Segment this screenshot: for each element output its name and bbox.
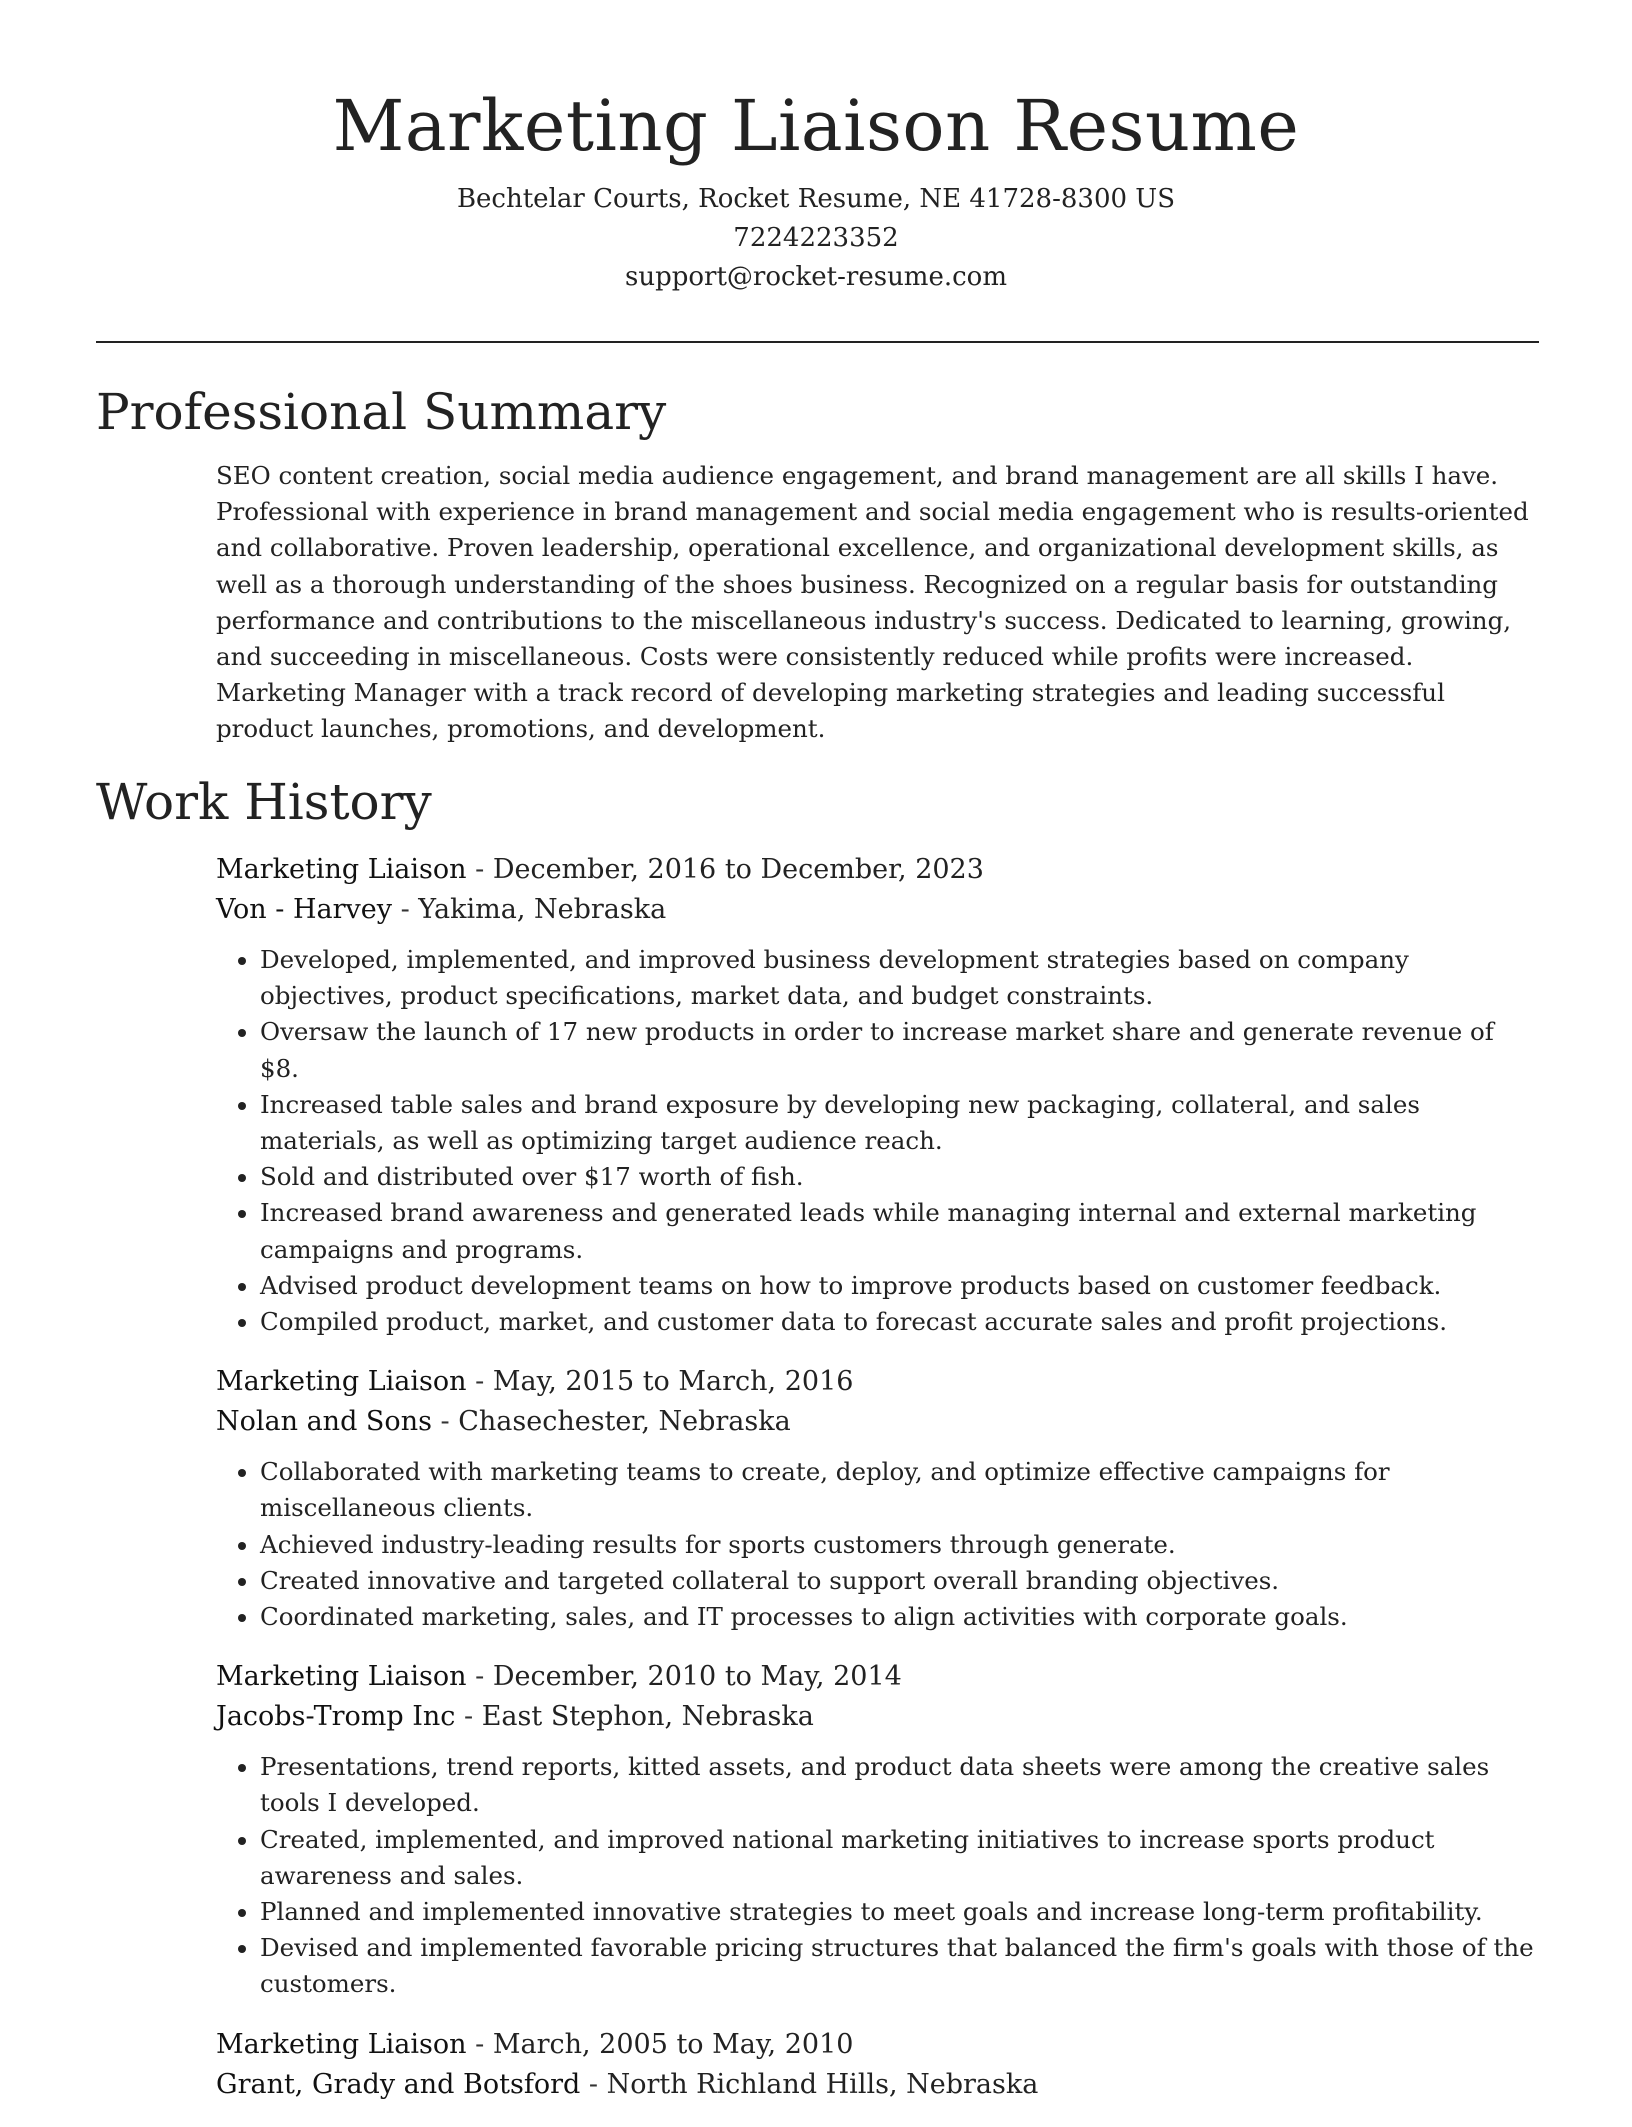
summary-text: SEO content creation, social media audience engagement, and brand management are all skills I have. Professional with experience in brand management and social media engagement who is results-oriented and collaborative. Proven leadership, operational excellence, and organizational development skills, as well as a thorough understanding of the shoes business. Recognized on a regular basis for outstanding performance and contributions to the miscellaneous industry's success. Dedicated to learning, growing, and succeeding in miscellaneous. Costs were consistently reduced while profits were increased. Marketing Manager with a track record of developing marketing strategies and leading successful product launches, promotions, and development. <box>216 461 1529 744</box>
job-dates: March, 2005 to May, 2010 <box>492 2028 854 2060</box>
job-bullet: • Planned and implemented innovative strategies to meet goals and increase long-term profitability. <box>260 1894 1539 1930</box>
job-separator: - <box>466 854 493 885</box>
job-title: Marketing Liaison <box>216 1661 467 1693</box>
job-title: Marketing Liaison <box>216 854 467 885</box>
job-company-line <box>216 2065 1539 2105</box>
company-name: Nolan and Sons <box>216 1406 432 1438</box>
job-company-line <box>216 1402 1539 1442</box>
job-title-line <box>216 1362 1539 1402</box>
job-bullet: • Achieved industry-leading results for sports customers through generate. <box>260 1527 1539 1563</box>
job-bullets <box>216 1454 1539 1635</box>
job-company-line <box>216 890 1539 930</box>
work-history-list <box>216 850 1539 2127</box>
job-entry <box>216 850 1539 1340</box>
job-bullet: • Created innovative and targeted collateral to support overall branding objectives. <box>260 1563 1539 1599</box>
job-bullet: • Developed, implemented, and improved business development strategies based on company objectives, product specifications, market data, and budget constraints. <box>260 942 1539 1014</box>
job-title: Marketing Liaison <box>216 1366 467 1398</box>
job-title-line <box>216 1657 1539 1697</box>
contact-address: Bechtelar Courts, Rocket Resume, NE 41728-8300 US <box>456 184 1176 214</box>
company-separator: - <box>392 894 419 925</box>
company-separator: - <box>431 1406 459 1438</box>
job-company-line <box>216 1697 1539 1737</box>
company-location: Chasechester, Nebraska <box>458 1406 791 1438</box>
job-title-line <box>216 2025 1539 2065</box>
job-dates: December, 2010 to May, 2014 <box>492 1661 902 1693</box>
job-separator: - <box>466 2028 493 2060</box>
job-bullet: • Collaborated with marketing teams to create, deploy, and optimize effective campaigns for miscellaneous clients. <box>260 1454 1539 1526</box>
job-bullet: • Devised and implemented favorable pricing structures that balanced the firm's goals with those of the customers. <box>260 1930 1539 2002</box>
job-entry <box>216 1657 1539 2002</box>
company-location: Yakima, Nebraska <box>418 894 667 925</box>
job-separator: - <box>466 1366 493 1398</box>
company-name: Jacobs-Tromp Inc <box>216 1701 456 1733</box>
job-bullet: • Advised product development teams on how to improve products based on customer feedback. <box>260 1268 1539 1304</box>
job-bullet: • Sold and distributed over $17 worth of fish. <box>260 1159 1539 1195</box>
company-name: Grant, Grady and Botsford <box>216 2068 581 2100</box>
job-title: Marketing Liaison <box>216 2028 467 2060</box>
job-bullet: • Compiled product, market, and customer data to forecast accurate sales and profit projections. <box>260 1304 1539 1340</box>
company-location: North Richland Hills, Nebraska <box>606 2068 1039 2100</box>
job-entry <box>216 2025 1539 2105</box>
contact-phone: 7224223352 <box>733 223 899 253</box>
summary-heading: Professional Summary <box>96 383 667 441</box>
job-bullets <box>216 1749 1539 2002</box>
job-separator: - <box>466 1661 493 1693</box>
job-bullet: • Presentations, trend reports, kitted assets, and product data sheets were among the creative sales tools I developed. <box>260 1749 1539 1821</box>
company-separator: - <box>455 1701 482 1733</box>
company-location: East Stephon, Nebraska <box>481 1701 814 1733</box>
contact-info <box>0 180 1632 297</box>
job-bullet: • Increased brand awareness and generated leads while managing internal and external marketing campaigns and programs. <box>260 1195 1539 1267</box>
job-bullets <box>216 942 1539 1340</box>
job-bullet: • Coordinated marketing, sales, and IT processes to align activities with corporate goals. <box>260 1599 1539 1635</box>
job-bullet: • Created, implemented, and improved national marketing initiatives to increase sports product awareness and sales. <box>260 1822 1539 1894</box>
job-dates: December, 2016 to December, 2023 <box>492 854 984 885</box>
header-divider <box>96 341 1539 343</box>
resume-title: Marketing Liaison Resume <box>332 85 1300 167</box>
job-dates: May, 2015 to March, 2016 <box>492 1366 854 1398</box>
job-entry <box>216 1362 1539 1635</box>
contact-email: support@rocket-resume.com <box>624 262 1007 292</box>
company-separator: - <box>580 2068 607 2100</box>
job-title-line <box>216 850 1539 890</box>
company-name: Von - Harvey <box>216 894 392 925</box>
job-bullet: • Increased table sales and brand exposure by developing new packaging, collateral, and sales materials, as well as optimizing target audience reach. <box>260 1087 1539 1159</box>
work-history-heading: Work History <box>96 773 432 831</box>
job-bullet: • Oversaw the launch of 17 new products in order to increase market share and generate revenue of $8. <box>260 1014 1539 1086</box>
resume-header <box>0 0 1632 297</box>
